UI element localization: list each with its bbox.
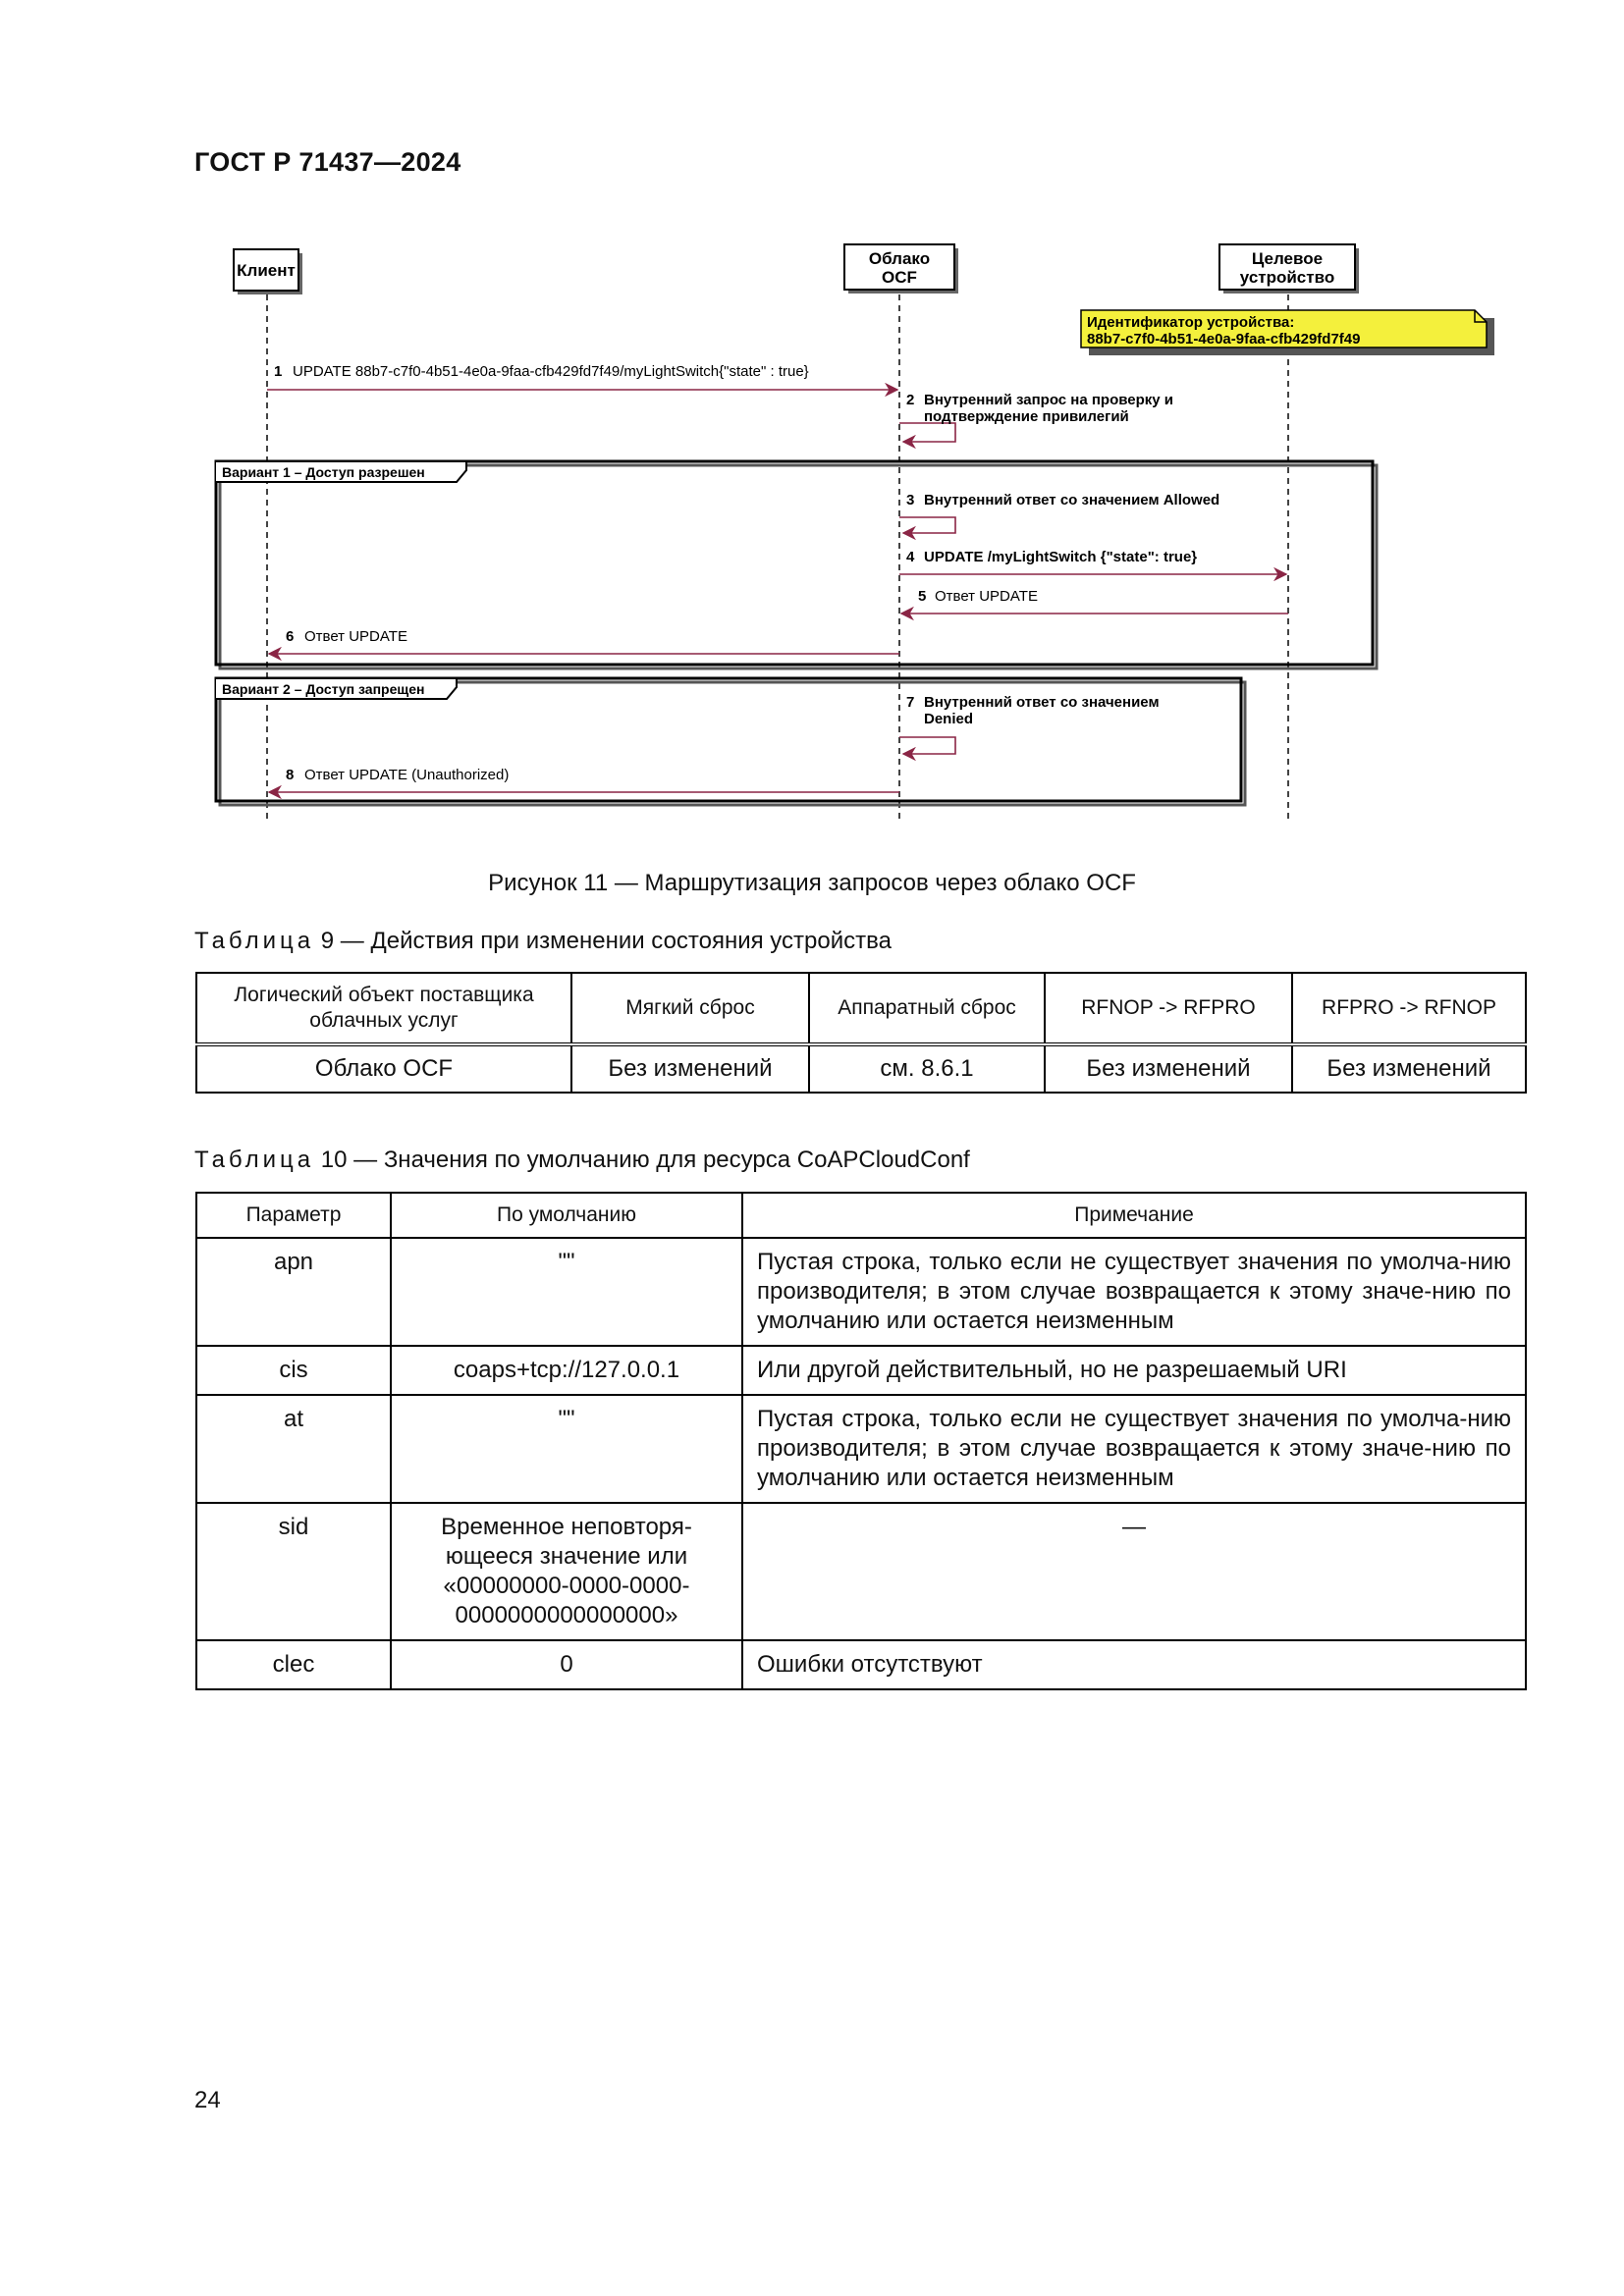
table-row: [196, 1346, 1526, 1395]
table-9-cell: Облако OCF: [196, 1044, 571, 1093]
table-9-caption: [194, 928, 892, 955]
table-row: [196, 1044, 1526, 1093]
note-line-2: 88b7-c7f0-4b51-4e0a-9faa-cfb429fd7f49: [1087, 331, 1361, 347]
message-4-label: UPDATE /myLightSwitch {"state": true}: [924, 549, 1198, 565]
table-10-cell-note: —: [742, 1503, 1526, 1640]
message-5-num: 5: [918, 588, 927, 605]
table-10-cell-param: apn: [196, 1238, 391, 1346]
document-header: ГОСТ Р 71437—2024: [194, 147, 461, 177]
table-9-cell: Без изменений: [1292, 1044, 1526, 1093]
note-line-1: Идентификатор устройства:: [1087, 314, 1295, 331]
message-5-label: Ответ UPDATE: [935, 588, 1038, 605]
message-7-num: 7: [906, 694, 915, 711]
table-10-header-cell: По умолчанию: [391, 1193, 742, 1238]
table-9-caption-word: Таблица: [194, 928, 315, 954]
table-9-header-cell: RFPRO -> RFNOP: [1292, 973, 1526, 1044]
participant-cloud-label-1: Облако: [868, 249, 931, 268]
fragment-1-label: Вариант 1 – Доступ разрешен: [222, 464, 425, 480]
table-10-cell-note: Ошибки отсутствуют: [742, 1640, 1526, 1689]
page-number: 24: [194, 2087, 221, 2113]
participant-cloud: [844, 244, 958, 294]
message-6-label: Ответ UPDATE: [304, 628, 407, 645]
table-9-cell: Без изменений: [571, 1044, 809, 1093]
table-10-cell-default: coaps+tcp://127.0.0.1: [391, 1346, 742, 1395]
message-7-label-1: Внутренний ответ со значением: [924, 694, 1160, 711]
table-10-cell-default: "": [391, 1238, 742, 1346]
fragment-2-label: Вариант 2 – Доступ запрещен: [222, 681, 425, 697]
figure-caption: Рисунок 11 — Маршрутизация запросов через облако OCF: [488, 870, 1136, 896]
table-10-header-cell: Примечание: [742, 1193, 1526, 1238]
message-1-num: 1: [274, 363, 283, 380]
table-10-cell-default: 0: [391, 1640, 742, 1689]
message-6-num: 6: [286, 628, 295, 645]
device-id-note: [1081, 310, 1494, 355]
table-10-cell-default: "": [391, 1395, 742, 1503]
participant-client: [234, 249, 302, 294]
table-10-cell-note: Пустая строка, только если не существует значения по умолча-нию производителя; в этом случае возвращается к этому значе-нию по умолчанию или остается неизменным: [742, 1238, 1526, 1346]
table-row: [196, 1395, 1526, 1503]
message-2-label-1: Внутренний запрос на проверку и: [924, 392, 1174, 408]
table-10-header-cell: Параметр: [196, 1193, 391, 1238]
message-8-label: Ответ UPDATE (Unauthorized): [304, 767, 510, 783]
table-9-cell: см. 8.6.1: [809, 1044, 1045, 1093]
table-10: [195, 1192, 1527, 1690]
message-3-num: 3: [906, 492, 915, 508]
participant-client-label: Клиент: [237, 261, 296, 280]
arrow-7: [899, 737, 955, 754]
arrow-3: [899, 517, 955, 533]
message-7-label-2: Denied: [924, 711, 974, 727]
message-4-num: 4: [906, 549, 915, 565]
message-3-label: Внутренний ответ со значением Allowed: [924, 492, 1220, 508]
table-row: [196, 1503, 1526, 1640]
table-9-header-row: [196, 973, 1526, 1044]
table-9-header-cell: RFNOP -> RFPRO: [1045, 973, 1292, 1044]
table-10-cell-note: Пустая строка, только если не существует значения по умолча-нию производителя; в этом случае возвращается к этому значе-нию по умолчанию или остается неизменным: [742, 1395, 1526, 1503]
table-10-caption: [194, 1147, 970, 1174]
table-10-caption-word: Таблица: [194, 1147, 315, 1173]
arrow-2: [899, 423, 955, 442]
message-8-num: 8: [286, 767, 295, 783]
table-row: [196, 1238, 1526, 1346]
table-9-header-cell: Аппаратный сброс: [809, 973, 1045, 1044]
message-2-label-2: подтверждение привилегий: [924, 408, 1129, 425]
sequence-diagram: [196, 231, 1502, 829]
message-2-num: 2: [906, 392, 915, 408]
participant-device-label-2: устройство: [1239, 268, 1335, 287]
table-9: [195, 972, 1527, 1094]
participant-device: [1219, 244, 1359, 294]
participant-cloud-label-2: OCF: [882, 268, 917, 287]
table-9-header-cell: Мягкий сброс: [571, 973, 809, 1044]
table-10-cell-param: clec: [196, 1640, 391, 1689]
table-9-caption-text: 9 — Действия при изменении состояния устройства: [320, 928, 892, 954]
table-10-header-row: [196, 1193, 1526, 1238]
table-row: [196, 1640, 1526, 1689]
table-10-cell-param: at: [196, 1395, 391, 1503]
message-1-label: UPDATE 88b7-c7f0-4b51-4e0a-9faa-cfb429fd7f49/myLightSwitch{"state" : true}: [293, 363, 809, 380]
table-9-cell: Без изменений: [1045, 1044, 1292, 1093]
table-10-cell-default: Временное неповторя-ющееся значение или «00000000-0000-0000-0000000000000000»: [391, 1503, 742, 1640]
table-10-caption-text: 10 — Значения по умолчанию для ресурса CoAPCloudConf: [320, 1147, 970, 1173]
table-10-cell-param: sid: [196, 1503, 391, 1640]
participant-device-label-1: Целевое: [1251, 249, 1324, 268]
table-10-cell-note: Или другой действительный, но не разрешаемый URI: [742, 1346, 1526, 1395]
table-10-cell-param: cis: [196, 1346, 391, 1395]
table-9-header-cell: Логический объект поставщика облачных услуг: [196, 973, 571, 1044]
